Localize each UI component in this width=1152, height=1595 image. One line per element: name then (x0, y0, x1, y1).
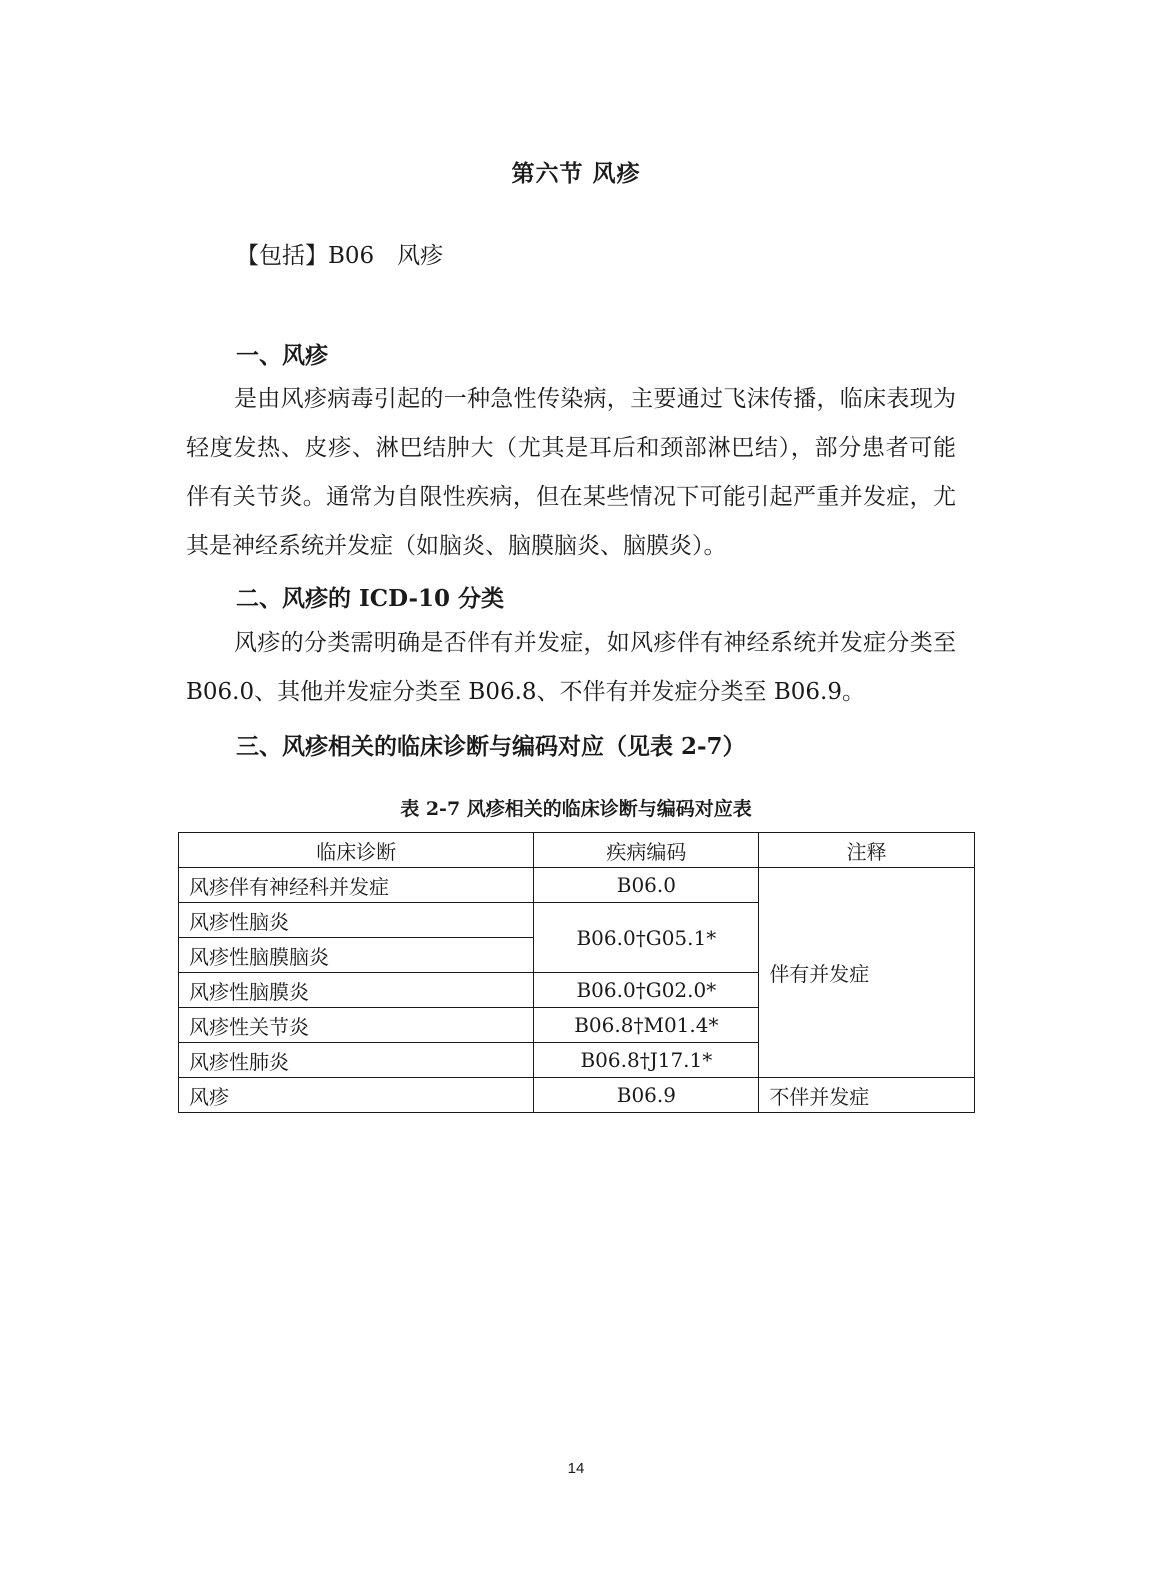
header-disease-code: 疾病编码 (534, 833, 759, 868)
code-cell: B06.0†G05.1* (534, 903, 759, 973)
diagnosis-cell: 风疹性脑膜炎 (179, 973, 534, 1008)
diagnosis-cell: 风疹性脑炎 (179, 903, 534, 938)
note-cell-without-complications: 不伴并发症 (759, 1078, 975, 1113)
table-row (179, 868, 975, 903)
diagnosis-cell: 风疹性关节炎 (179, 1008, 534, 1043)
header-note: 注释 (759, 833, 975, 868)
code-cell: B06.0 (534, 868, 759, 903)
page-title: 第六节 风疹 (511, 160, 641, 187)
diagnosis-cell: 风疹 (179, 1078, 534, 1113)
diagnosis-cell: 风疹性肺炎 (179, 1043, 534, 1078)
diagnosis-code-table (178, 832, 975, 1113)
code-cell: B06.0†G02.0* (534, 973, 759, 1008)
includes-line: 【包括】B06 风疹 (236, 243, 444, 269)
code-cell: B06.9 (534, 1078, 759, 1113)
code-cell: B06.8†M01.4* (534, 1008, 759, 1043)
section-1-paragraph: 是由风疹病毒引起的一种急性传染病，主要通过飞沫传播，临床表现为轻度发热、皮疹、淋巴结肿大（尤其是耳后和颈部淋巴结），部分患者可能伴有关节炎。通常为自限性疾病，但在某些情况下可能引起严重并发症，尤其是神经系统并发症（如脑炎、脑膜脑炎、脑膜炎）。 (186, 386, 956, 559)
table-caption: 表 2-7 风疹相关的临床诊断与编码对应表 (400, 798, 752, 820)
table-row (179, 1078, 975, 1113)
section-3-heading: 三、风疹相关的临床诊断与编码对应（见表 2-7） (236, 733, 746, 760)
code-cell: B06.8†J17.1* (534, 1043, 759, 1078)
section-1-heading: 一、风疹 (236, 342, 328, 369)
page-number: 14 (567, 1460, 585, 1477)
section-2-heading: 二、风疹的 ICD-10 分类 (236, 585, 505, 612)
diagnosis-cell: 风疹性脑膜脑炎 (179, 938, 534, 973)
table-header-row (179, 833, 975, 868)
diagnosis-cell: 风疹伴有神经科并发症 (179, 868, 534, 903)
note-cell-with-complications: 伴有并发症 (759, 868, 975, 1078)
section-2-paragraph: 风疹的分类需明确是否伴有并发症，如风疹伴有神经系统并发症分类至 B06.0、其他并发症分类至 B06.8、不伴有并发症分类至 B06.9。 (186, 630, 956, 705)
header-clinical-diagnosis: 临床诊断 (179, 833, 534, 868)
